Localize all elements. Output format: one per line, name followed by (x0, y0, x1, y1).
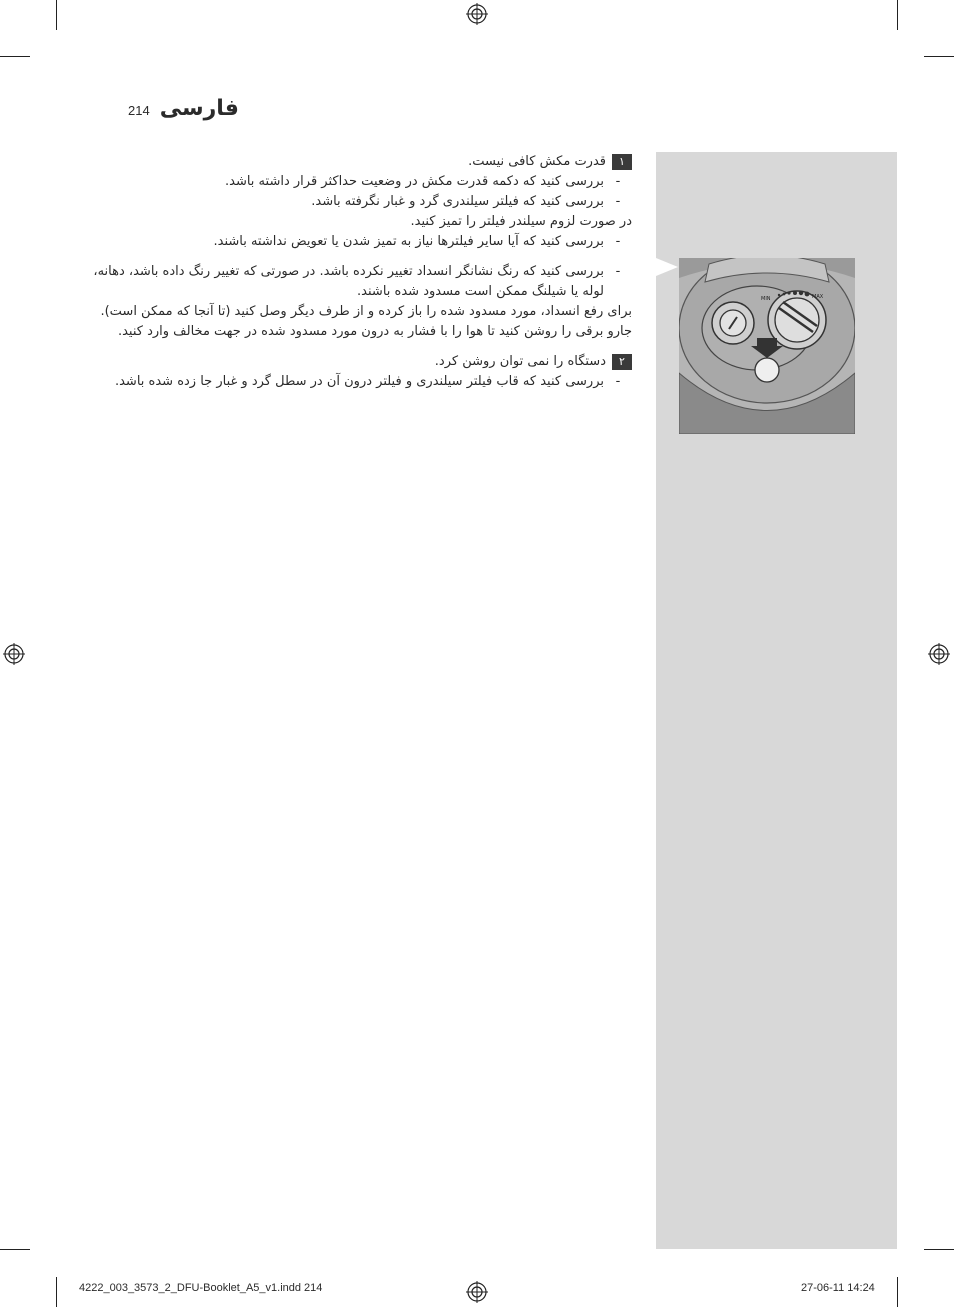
section-title: قدرت مکش کافی نیست. (468, 154, 606, 169)
list-item (92, 172, 632, 192)
list-item (92, 232, 632, 252)
figure-pointer (656, 258, 678, 276)
page-title: فارسی (159, 96, 239, 121)
troubleshooting-content (92, 152, 632, 392)
crop-mark (897, 1277, 898, 1307)
dial-max-label: MAX (812, 294, 824, 300)
bullet-dash: - (615, 374, 621, 389)
bullet-dash: - (615, 234, 621, 249)
note-text: در صورت لزوم سیلندر فیلتر را تمیز کنید. (410, 214, 632, 229)
page-number: 214 (128, 103, 150, 118)
vacuum-top-icon (679, 258, 855, 434)
dial-min-label: MIN (761, 296, 771, 302)
crop-mark (924, 1249, 954, 1250)
bullet-dash: - (615, 264, 621, 279)
list-item-text: بررسی کنید که دکمه قدرت مکش در وضعیت حداکثر قرار داشته باشد. (225, 174, 604, 189)
crop-mark (0, 1249, 30, 1250)
section-number-badge: ۲ (612, 354, 632, 370)
list-item (92, 372, 632, 392)
crop-mark (0, 56, 30, 57)
bullet-dash: - (615, 174, 621, 189)
registration-mark-icon (928, 643, 950, 665)
page-header (128, 96, 239, 121)
bullet-dash: - (615, 194, 621, 209)
footer-file-info: 4222_003_3573_2_DFU-Booklet_A5_v1.indd 214 (79, 1282, 323, 1294)
note-text: برای رفع انسداد، مورد مسدود شده را باز کرده و از طرف دیگر وصل کنید (تا آنجا که ممکن است). جارو برقی را روشن کنید تا هوا را با فشار به درون مورد مسدود شده در جهت مخالف وارد کنید. (100, 304, 632, 339)
crop-mark (56, 0, 57, 30)
list-item (92, 262, 632, 302)
registration-mark-icon (466, 1281, 488, 1303)
list-item-text: بررسی کنید که فیلتر سیلندری گرد و غبار نگرفته باشد. (311, 194, 604, 209)
section-title: دستگاه را نمی توان روشن کرد. (434, 354, 606, 369)
section-number-badge: ۱ (612, 154, 632, 170)
crop-mark (897, 0, 898, 30)
section-heading (92, 352, 632, 372)
list-item-text: بررسی کنید که آیا سایر فیلترها نیاز به تمیز شدن یا تعویض نداشته باشند. (213, 234, 604, 249)
vacuum-figure (679, 258, 855, 434)
list-item-text: بررسی کنید که قاب فیلتر سیلندری و فیلتر درون آن در سطل گرد و غبار جا زده شده باشد. (114, 374, 604, 389)
registration-mark-icon (3, 643, 25, 665)
list-item-text: بررسی کنید که رنگ نشانگر انسداد تغییر نکرده باشد. در صورتی که تغییر رنگ داده باشد، دهانه، لوله یا شیلنگ ممکن است مسدود شده باشند. (93, 264, 604, 299)
list-item (92, 192, 632, 212)
footer-datetime: 27-06-11 14:24 (801, 1282, 875, 1294)
crop-mark (56, 1277, 57, 1307)
crop-mark (924, 56, 954, 57)
section-heading (92, 152, 632, 172)
registration-mark-icon (466, 3, 488, 25)
